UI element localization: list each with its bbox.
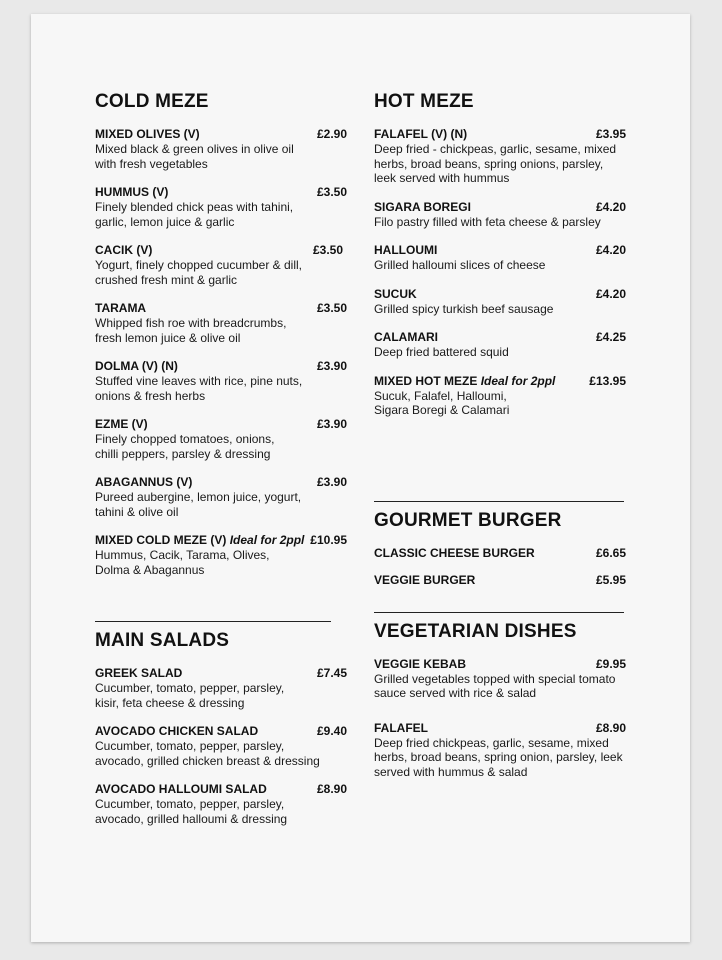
menu-item (374, 374, 626, 418)
item-name: TARAMA (95, 301, 147, 315)
item-description: Finely chopped tomatoes, onions, chilli peppers, parsley & dressing (95, 432, 275, 461)
item-description: Pureed aubergine, lemon juice, yogurt, tahini & olive oil (95, 490, 302, 519)
item-description: Cucumber, tomato, pepper, parsley, kisir, feta cheese & dressing (95, 681, 285, 710)
item-description: Filo pastry filled with feta cheese & parsley (374, 214, 601, 229)
menu-item (374, 127, 626, 186)
item-name: MIXED COLD MEZE (V) Ideal for 2ppl (95, 533, 305, 547)
item-description: Whipped fish roe with breadcrumbs, fresh lemon juice & olive oil (95, 316, 287, 345)
item-price: £9.40 (316, 724, 347, 738)
item-price: £4.25 (595, 330, 626, 344)
item-name: SUCUK (374, 286, 417, 301)
item-description: Cucumber, tomato, pepper, parsley, avocado, grilled chicken breast & dressing (95, 739, 320, 768)
item-name: EZME (V) (95, 417, 148, 431)
right-column (374, 91, 626, 793)
menu-item (95, 417, 347, 461)
item-name: HALLOUMI (374, 243, 438, 257)
item-price: £3.90 (316, 475, 347, 489)
menu-item (95, 185, 347, 229)
item-price: £9.95 (595, 656, 626, 671)
menu-item (374, 573, 626, 587)
item-description: Grilled halloumi slices of cheese (374, 258, 546, 272)
item-name: CALAMARI (374, 330, 438, 344)
item-price: £4.20 (595, 286, 626, 301)
item-description: Mixed black & green olives in olive oil with fresh vegetables (95, 142, 294, 171)
main-salads-title: MAIN SALADS (95, 630, 230, 651)
menu-item (95, 782, 347, 826)
menu-item (374, 287, 626, 317)
item-description: Yogurt, finely chopped cucumber & dill, crushed fresh mint & garlic (95, 258, 303, 287)
item-description: Grilled spicy turkish beef sausage (374, 301, 554, 316)
item-price: £3.50 (316, 301, 347, 315)
menu-item (95, 724, 347, 768)
menu-page (31, 14, 690, 942)
menu-item (374, 546, 626, 560)
item-name: ABAGANNUS (V) (95, 475, 193, 489)
menu-item (374, 243, 626, 273)
menu-item (95, 359, 347, 403)
item-name: VEGGIE BURGER (374, 572, 476, 587)
hot-meze-title: HOT MEZE (374, 91, 474, 112)
item-price: £3.90 (316, 417, 347, 431)
menu-item (374, 657, 626, 701)
item-price: £7.45 (316, 666, 347, 680)
menu-item (95, 127, 347, 171)
menu-item (95, 666, 347, 710)
item-price: £10.95 (310, 533, 347, 547)
item-description: Deep fried - chickpeas, garlic, sesame, mixed herbs, broad beans, spring onions, parsley, leek served with hummus (374, 142, 617, 185)
cold-meze-title: COLD MEZE (95, 91, 209, 112)
item-price: £3.50 (312, 243, 343, 257)
section-divider (95, 621, 331, 622)
item-description: Cucumber, tomato, pepper, parsley, avocado, grilled halloumi & dressing (95, 797, 288, 826)
menu-item (95, 533, 347, 577)
menu-item (95, 475, 347, 519)
item-description: Grilled vegetables topped with special tomato sauce served with rice & salad (374, 671, 616, 700)
menu-item (374, 330, 626, 360)
item-price: £3.50 (316, 185, 347, 199)
item-price: £6.65 (595, 545, 626, 560)
item-note: Ideal for 2ppl (480, 373, 556, 388)
item-name: FALAFEL (374, 720, 428, 735)
item-name: MIXED HOT MEZE Ideal for 2ppl (374, 373, 556, 388)
item-price: £4.20 (595, 243, 626, 257)
item-name: HUMMUS (V) (95, 185, 169, 199)
item-price: £13.95 (589, 373, 626, 388)
menu-item (374, 200, 626, 230)
menu-item (95, 243, 347, 287)
item-name: AVOCADO CHICKEN SALAD (95, 724, 259, 738)
item-description: Stuffed vine leaves with rice, pine nuts, onions & fresh herbs (95, 374, 303, 403)
menu-item (95, 301, 347, 345)
item-price: £8.90 (595, 720, 626, 735)
item-price: £3.90 (316, 359, 347, 373)
vegetarian-dishes-title: VEGETARIAN DISHES (374, 620, 577, 642)
menu-item (374, 721, 626, 780)
section-divider (374, 501, 624, 502)
item-name: MIXED OLIVES (V) (95, 127, 200, 141)
item-description: Sucuk, Falafel, Halloumi, Sigara Boregi & Calamari (374, 388, 510, 417)
item-description: Finely blended chick peas with tahini, garlic, lemon juice & garlic (95, 200, 294, 229)
item-price: £5.95 (595, 572, 626, 587)
item-name: SIGARA BOREGI (374, 199, 471, 214)
gourmet-burger-title: GOURMET BURGER (374, 509, 562, 531)
item-name: CLASSIC CHEESE BURGER (374, 545, 535, 560)
item-name: CACIK (V) (95, 243, 153, 257)
item-note: Ideal for 2ppl (229, 533, 305, 547)
item-description: Hummus, Cacik, Tarama, Olives, Dolma & Abagannus (95, 548, 270, 577)
item-price: £4.20 (595, 199, 626, 214)
left-column (95, 91, 347, 840)
item-name: VEGGIE KEBAB (374, 656, 467, 671)
item-description: Deep fried battered squid (374, 345, 509, 359)
item-description: Deep fried chickpeas, garlic, sesame, mixed herbs, broad beans, spring onion, parsley, leek served with hummus & salad (374, 735, 623, 779)
item-price: £2.90 (316, 127, 347, 141)
item-price: £3.95 (595, 127, 626, 141)
item-name: DOLMA (V) (N) (95, 359, 178, 373)
item-name: GREEK SALAD (95, 666, 183, 680)
item-price: £8.90 (316, 782, 347, 796)
item-name: AVOCADO HALLOUMI SALAD (95, 782, 267, 796)
section-divider (374, 612, 624, 613)
item-name: FALAFEL (V) (N) (374, 127, 468, 141)
